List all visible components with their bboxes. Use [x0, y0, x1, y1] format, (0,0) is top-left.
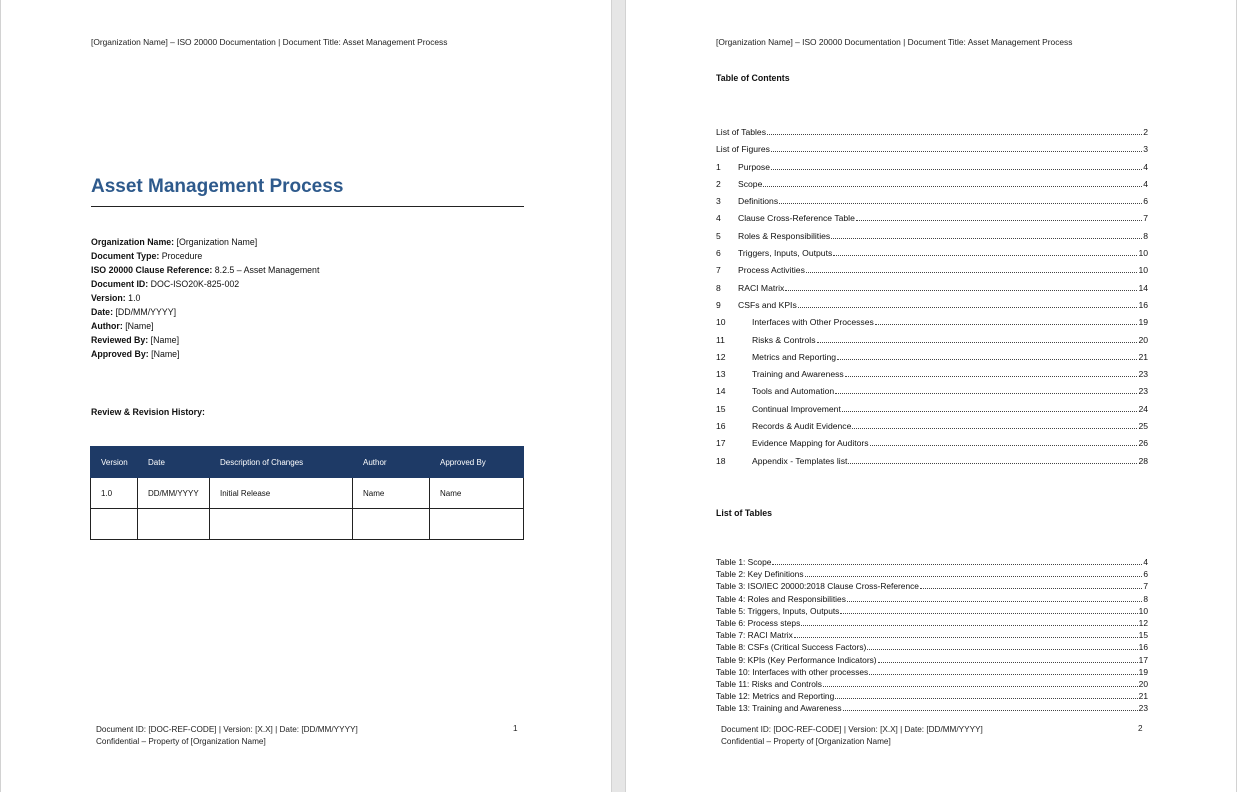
table-row — [91, 478, 524, 509]
toc-entry[interactable] — [716, 300, 1148, 317]
toc-entry-label: Purpose — [738, 161, 771, 172]
footer-line-2: Confidential – Property of [Organization Name] — [96, 737, 266, 746]
toc-entry-page: 3 — [1143, 144, 1148, 155]
toc-entry-number: 11 — [716, 334, 725, 345]
meta-doc-type: Document Type: Procedure — [91, 251, 203, 261]
toc-entry-page: 10 — [1138, 248, 1148, 259]
toc-entry-number: 1 — [716, 161, 721, 172]
toc-entry-page: 23 — [1138, 369, 1148, 380]
lot-entry-label: Table 9: KPIs (Key Performance Indicators) — [716, 654, 877, 665]
column-header: Description of Changes — [210, 447, 353, 478]
title-divider — [91, 206, 524, 207]
toc-entry-label: List of Tables — [716, 127, 767, 137]
toc-entry-page: 8 — [1143, 230, 1148, 241]
toc-entry-label: List of Figures — [716, 144, 770, 155]
toc-entry-page: 20 — [1138, 334, 1148, 345]
toc-entry[interactable] — [716, 438, 1148, 455]
document-title: Asset Management Process — [91, 176, 344, 197]
toc-entry-label: CSFs and KPIs — [738, 299, 797, 310]
meta-reviewed-by: Reviewed By: [Name] — [91, 335, 180, 345]
toc-entry-label: Records & Audit Evidence — [752, 421, 852, 432]
lot-entry-label: Table 7: RACI Matrix — [716, 630, 793, 641]
toc-entry[interactable] — [716, 265, 1148, 282]
lot-entry-label: Table 1: Scope — [716, 557, 772, 567]
toc-leader-dots — [763, 186, 1142, 187]
toc-leader-dots — [785, 290, 1137, 291]
toc-entry-label: RACI Matrix — [738, 282, 785, 293]
toc-entry-page: 2 — [1143, 127, 1148, 137]
lot-entry-label: Table 10: Interfaces with other processes — [716, 666, 869, 677]
toc-entry-page: 4 — [1143, 178, 1148, 189]
toc-entry[interactable] — [716, 179, 1148, 196]
lot-entry-page: 6 — [1143, 569, 1148, 580]
table-cell — [210, 509, 353, 540]
column-header: Approved By — [430, 447, 524, 478]
toc-leader-dots — [842, 411, 1138, 412]
page-header: [Organization Name] – ISO 20000 Documentation | Document Title: Asset Management Process — [91, 37, 448, 47]
toc-entry-number: 12 — [716, 351, 726, 362]
toc-entry-label: Roles & Responsibilities — [738, 230, 831, 241]
toc-entry-page: 19 — [1138, 317, 1148, 328]
meta-clause-ref: ISO 20000 Clause Reference: 8.2.5 – Asset Management — [91, 265, 320, 275]
list-of-tables-entry[interactable] — [716, 581, 1148, 593]
toc-entry-number: 17 — [716, 438, 726, 449]
toc-entry[interactable] — [716, 352, 1148, 369]
toc-leader-dots — [833, 255, 1137, 256]
toc-leader-dots — [856, 220, 1142, 221]
meta-approved-by: Approved By: [Name] — [91, 349, 180, 359]
toc-entry-number: 4 — [716, 213, 721, 224]
list-of-tables-entry[interactable] — [716, 655, 1148, 667]
toc-leader-dots — [835, 393, 1137, 394]
lot-entry-label: Table 4: Roles and Responsibilities — [716, 593, 846, 604]
lot-entry-page: 15 — [1138, 630, 1148, 641]
toc-entry-label: Scope — [738, 178, 763, 189]
list-of-tables-entry[interactable] — [716, 569, 1148, 581]
toc-leader-dots — [852, 428, 1137, 429]
table-cell — [353, 509, 430, 540]
table-cell: Name — [430, 478, 524, 509]
meta-version: Version: 1.0 — [91, 293, 141, 303]
document-page-1 — [0, 0, 612, 792]
lot-entry-page: 20 — [1138, 678, 1148, 689]
lot-entry-label: Table 6: Process steps — [716, 617, 801, 628]
toc-entry-label: Interfaces with Other Processes — [752, 317, 874, 328]
table-cell — [430, 509, 524, 540]
lot-leader-dots — [794, 637, 1138, 638]
lot-entry-label: Table 12: Metrics and Reporting — [716, 691, 835, 702]
page-header: [Organization Name] – ISO 20000 Documentation | Document Title: Asset Management Process — [716, 37, 1073, 47]
lot-leader-dots — [823, 686, 1138, 687]
lot-entry-label: Table 11: Risks and Controls — [716, 678, 822, 689]
toc-leader-dots — [771, 169, 1142, 170]
toc-entry-number: 15 — [716, 403, 726, 414]
toc-leader-dots — [798, 307, 1138, 308]
toc-entry-number: 3 — [716, 196, 721, 207]
lot-leader-dots — [869, 674, 1137, 675]
list-of-tables-title: List of Tables — [716, 508, 773, 518]
lot-leader-dots — [920, 588, 1142, 589]
lot-entry-page: 7 — [1143, 581, 1148, 592]
lot-leader-dots — [805, 576, 1143, 577]
toc-entry-number: 6 — [716, 248, 721, 259]
table-row — [91, 509, 524, 540]
column-header: Date — [138, 447, 210, 478]
toc-entry-page: 26 — [1138, 438, 1148, 449]
toc-leader-dots — [875, 324, 1138, 325]
toc-entry-page: 28 — [1138, 455, 1148, 466]
toc-leader-dots — [767, 134, 1142, 135]
lot-entry-page: 17 — [1138, 654, 1148, 665]
lot-leader-dots — [801, 625, 1137, 626]
lot-entry-label: Table 5: Triggers, Inputs, Outputs — [716, 605, 840, 616]
lot-entry-page: 12 — [1138, 617, 1148, 628]
toc-entry-number: 5 — [716, 230, 721, 241]
toc-entry-label: Process Activities — [738, 265, 805, 276]
list-of-tables-entry[interactable] — [716, 606, 1148, 618]
list-of-tables-entry[interactable] — [716, 594, 1148, 606]
lot-leader-dots — [847, 601, 1142, 602]
list-of-tables-entry[interactable] — [716, 642, 1148, 654]
toc-entry[interactable] — [716, 144, 1148, 161]
toc-entry-number: 9 — [716, 299, 721, 310]
lot-entry-page: 21 — [1138, 691, 1148, 702]
list-of-tables-entry[interactable] — [716, 691, 1148, 703]
lot-entry-page: 23 — [1138, 703, 1148, 714]
lot-leader-dots — [835, 698, 1137, 699]
toc-entry[interactable] — [716, 162, 1148, 179]
document-page-2 — [625, 0, 1237, 792]
toc-leader-dots — [771, 151, 1142, 152]
list-of-tables-entry[interactable] — [716, 703, 1148, 715]
toc-entry-label: Training and Awareness — [752, 369, 844, 380]
table-cell: 1.0 — [91, 478, 138, 509]
toc-entry-number: 8 — [716, 282, 721, 293]
footer-line-2: Confidential – Property of [Organization Name] — [721, 737, 891, 746]
lot-leader-dots — [867, 649, 1137, 650]
page-number: 2 — [1138, 724, 1143, 733]
toc-entry-number: 16 — [716, 421, 726, 432]
list-of-tables-entry[interactable] — [716, 679, 1148, 691]
toc-leader-dots — [779, 203, 1142, 204]
list-of-tables-entry[interactable] — [716, 618, 1148, 630]
toc-entry-page: 6 — [1143, 196, 1148, 207]
toc-entry-number: 13 — [716, 369, 726, 380]
lot-entry-label: Table 3: ISO/IEC 20000:2018 Clause Cross-Reference — [716, 581, 919, 592]
lot-entry-page: 4 — [1143, 557, 1148, 567]
lot-entry-label: Table 13: Training and Awareness — [716, 703, 842, 714]
lot-entry-page: 8 — [1143, 593, 1148, 604]
footer-line-1: Document ID: [DOC-REF-CODE] | Version: [X.X] | Date: [DD/MM/YYYY] — [96, 725, 358, 734]
toc-entry-page: 23 — [1138, 386, 1148, 397]
toc-leader-dots — [831, 238, 1142, 239]
toc-entry[interactable] — [716, 248, 1148, 265]
revision-history-table — [90, 446, 524, 540]
toc-entry-number: 2 — [716, 178, 721, 189]
lot-entry-label: Table 2: Key Definitions — [716, 569, 804, 580]
list-of-tables-entry[interactable] — [716, 630, 1148, 642]
list-of-tables-entry[interactable] — [716, 667, 1148, 679]
toc-entry[interactable] — [716, 317, 1148, 334]
lot-entry-page: 19 — [1138, 666, 1148, 677]
toc-entry-label: Risks & Controls — [752, 334, 816, 345]
toc-entry-label: Triggers, Inputs, Outputs — [738, 248, 833, 259]
page-footer — [721, 724, 983, 748]
table-cell — [91, 509, 138, 540]
meta-author: Author: [Name] — [91, 321, 154, 331]
toc-entry-label: Clause Cross-Reference Table — [738, 213, 855, 224]
table-cell: Initial Release — [210, 478, 353, 509]
toc-entry[interactable] — [716, 404, 1148, 421]
toc-entry-number: 18 — [716, 455, 726, 466]
table-of-contents — [716, 127, 1148, 473]
toc-leader-dots — [870, 445, 1138, 446]
meta-org-name: Organization Name: [Organization Name] — [91, 237, 258, 247]
revision-history-title: Review & Revision History: — [91, 407, 205, 417]
table-cell — [138, 509, 210, 540]
meta-date: Date: [DD/MM/YYYY] — [91, 307, 177, 317]
toc-entry-page: 24 — [1138, 403, 1148, 414]
lot-entry-page: 16 — [1138, 642, 1148, 653]
lot-leader-dots — [843, 710, 1138, 711]
column-header: Version — [91, 447, 138, 478]
toc-entry[interactable] — [716, 421, 1148, 438]
page-number: 1 — [513, 724, 518, 733]
table-cell: DD/MM/YYYY — [138, 478, 210, 509]
meta-doc-id: Document ID: DOC-ISO20K-825-002 — [91, 279, 240, 289]
lot-entry-label: Table 8: CSFs (Critical Success Factors) — [716, 642, 867, 653]
toc-entry[interactable] — [716, 369, 1148, 386]
toc-entry-page: 25 — [1138, 421, 1148, 432]
toc-entry[interactable] — [716, 231, 1148, 248]
page-footer — [96, 724, 358, 748]
toc-entry-label: Appendix - Templates list — [752, 455, 848, 466]
toc-entry[interactable] — [716, 335, 1148, 352]
toc-entry-number: 14 — [716, 386, 726, 397]
toc-entry-page: 16 — [1138, 299, 1148, 310]
toc-entry[interactable] — [716, 283, 1148, 300]
toc-title: Table of Contents — [716, 73, 790, 83]
toc-entry-page: 14 — [1138, 282, 1148, 293]
document-metadata — [91, 235, 319, 361]
toc-entry-label: Metrics and Reporting — [752, 351, 837, 362]
lot-entry-page: 10 — [1138, 605, 1148, 616]
toc-entry[interactable] — [716, 456, 1148, 473]
lot-leader-dots — [878, 662, 1138, 663]
list-of-tables — [716, 557, 1148, 715]
toc-entry[interactable] — [716, 196, 1148, 213]
toc-leader-dots — [845, 376, 1138, 377]
toc-entry[interactable] — [716, 213, 1148, 230]
toc-entry-number: 10 — [716, 317, 726, 328]
toc-entry-label: Evidence Mapping for Auditors — [752, 438, 869, 449]
toc-leader-dots — [806, 272, 1138, 273]
toc-leader-dots — [817, 342, 1138, 343]
toc-leader-dots — [837, 359, 1137, 360]
toc-leader-dots — [848, 463, 1137, 464]
toc-entry-page: 7 — [1143, 213, 1148, 224]
toc-entry-page: 21 — [1138, 351, 1148, 362]
lot-leader-dots — [840, 613, 1137, 614]
toc-entry[interactable] — [716, 127, 1148, 144]
toc-entry-label: Definitions — [738, 196, 779, 207]
lot-leader-dots — [772, 564, 1142, 565]
toc-entry-number: 7 — [716, 265, 721, 276]
toc-entry[interactable] — [716, 386, 1148, 403]
table-cell: Name — [353, 478, 430, 509]
toc-entry-label: Tools and Automation — [752, 386, 835, 397]
toc-entry-label: Continual Improvement — [752, 403, 841, 414]
toc-entry-page: 4 — [1143, 161, 1148, 172]
column-header: Author — [353, 447, 430, 478]
toc-entry-page: 10 — [1138, 265, 1148, 276]
list-of-tables-entry[interactable] — [716, 557, 1148, 569]
table-header-row — [91, 447, 524, 478]
footer-line-1: Document ID: [DOC-REF-CODE] | Version: [X.X] | Date: [DD/MM/YYYY] — [721, 725, 983, 734]
